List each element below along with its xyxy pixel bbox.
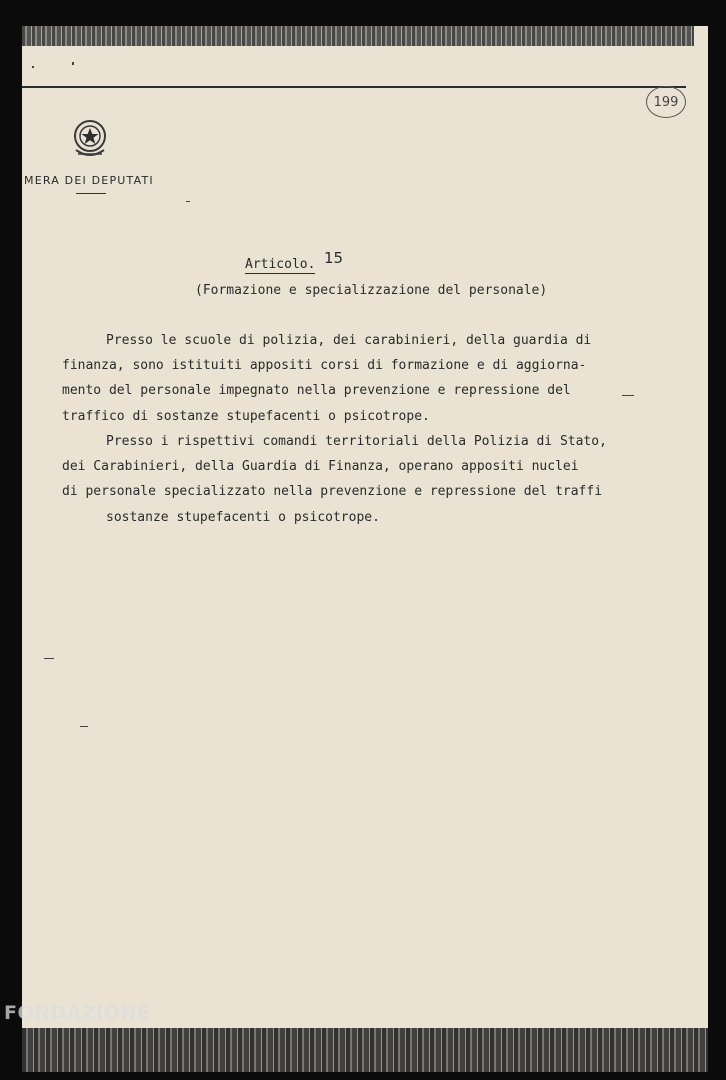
body-line: di personale specializzato nella prevenzione e repressione del traffi [62,484,603,499]
body-line: Presso i rispettivi comandi territoriali della Polizia di Stato, [106,434,607,449]
chamber-underline [76,193,106,194]
scan-edge-top [22,26,694,46]
scan-edge-bottom [22,1028,708,1072]
scan-speck [72,62,74,65]
body-line: Presso le scuole di polizia, dei carabinieri, della guardia di [106,333,592,348]
scan-speck [32,66,34,68]
body-line: mento del personale impegnato nella prevenzione e repressione del [62,383,571,398]
body-line: traffico di sostanze stupefacenti o psicotrope. [62,409,430,424]
header-rule [22,86,686,88]
fondazione-watermark: FONDAZIONE [4,1002,151,1024]
scan-speck [80,726,88,727]
body-line: sostanze stupefacenti o psicotrope. [106,510,380,525]
scan-speck [44,658,54,659]
republic-emblem-icon [68,116,112,164]
article-number: 15 [324,249,344,267]
page-number-stamp: 199 [646,86,686,118]
chamber-name: MERA DEI DEPUTATI [24,174,154,187]
body-line: dei Carabinieri, della Guardia di Finanza, operano appositi nuclei [62,459,579,474]
scan-speck [622,395,634,396]
article-title: (Formazione e specializzazione del personale) [195,283,548,298]
article-heading: Articolo. [245,257,316,272]
scan-speck [186,201,190,202]
body-line: finanza, sono istituiti appositi corsi di formazione e di aggiorna- [62,358,587,373]
